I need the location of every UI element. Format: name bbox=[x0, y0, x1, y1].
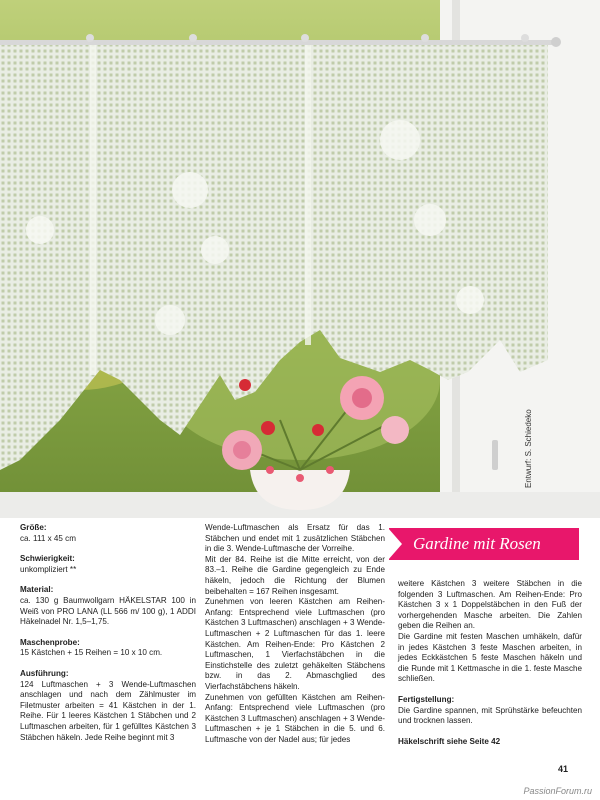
paragraph: Mit der 84. Reihe ist die Mitte erreicht, von der 83.–1. Reihe die Gardine gegengleich zu Ende häkeln, jedoch die Richtung der Blumen beibehalten = 167 Reihen insgesamt. bbox=[205, 554, 385, 596]
difficulty-heading: Schwierigkeit: bbox=[20, 554, 75, 564]
material-text: ca. 130 g Baumwollgarn HÄKELSTAR 100 in Weiß von PRO LANA (LL 566 m/ 100 g), 1 ADDI Häkelnadel Nr. 1,5–1,75. bbox=[20, 595, 196, 627]
paragraph: Wende-Luftmaschen als Ersatz für das 1. Stäbchen und endet mit 1 zusätzlichen Stäbchen in die 3. Wende-Luftmasche der Vorreihe. bbox=[205, 523, 385, 554]
execution-heading: Ausführung: bbox=[20, 668, 69, 678]
paragraph: Die Gardine mit festen Maschen umhäkeln, dafür in jedes Kästchen 3 feste Maschen arbeiten, in jedes Eckkästchen 5 feste Maschen häkeln und die Runde mit 1 Kettmasche in die 1. feste Masche schließen. bbox=[398, 631, 582, 684]
column-2 bbox=[205, 523, 385, 745]
watermark: PassionForum.ru bbox=[523, 786, 592, 796]
execution-text: 124 Luftmaschen + 3 Wende-Luftmaschen anschlagen und nach dem Zählmuster im Filetmuster arbeiten = 41 Kästchen in der 1. Reihe. Für 1 leeres Kästchen 1 Stäbchen und 2 Luftmaschen arbeiten, für 1 gefülltes Kästchen 3 Stäbchen häkeln. Jede Reihe beginnt mit 3 bbox=[20, 679, 196, 742]
column-1 bbox=[20, 523, 196, 743]
paragraph: Zunehmen von gefüllten Kästchen am Reihen-Anfang: Entsprechend viele Luftmaschen (pro Kästchen 3 Luftmaschen) anschlagen + 3 Wende-Luftmaschen + je 1 Stäbchen in die 5. und 6. Luftmasche von der Nadel aus; für jedes bbox=[205, 692, 385, 744]
paragraph: weitere Kästchen 3 weitere Stäbchen in die folgenden 3 Luftmaschen. Am Reihen-Ende: Pro Kästchen 3 x 1 Doppelstäbchen in den Fuß der vorhergehenden Masche arbeiten. Die Zahlen geben die Reihen an. bbox=[398, 579, 582, 631]
gauge-heading: Maschenprobe: bbox=[20, 637, 80, 647]
size-heading: Größe: bbox=[20, 523, 47, 532]
paragraph: Zunehmen von leeren Kästchen am Reihen-Anfang: Entsprechend viele Luftmaschen (pro Kästchen 3 Luftmaschen) anschlagen + 3 Wende-Luftmaschen + 2 Luftmaschen für das 1. leere Kästchen. Am Reihen-Ende: Pro Kästchen 2 Luftmaschen, 1 Vierfachstäbchen in die Einstichstelle des zuletzt gehäkelten Stäbchens bzw. in das 2. Abmaschglied des Vierfachstäbchens häkeln. bbox=[205, 597, 385, 691]
chart-reference: Häkelschrift siehe Seite 42 bbox=[398, 736, 501, 746]
instructions bbox=[0, 523, 600, 788]
finishing-heading: Fertigstellung: bbox=[398, 694, 455, 704]
column-3 bbox=[398, 579, 582, 747]
photo-credit: Entwurf: S. Schiedeko bbox=[524, 409, 533, 488]
page-number: 41 bbox=[557, 764, 568, 774]
difficulty-value: unkompliziert ** bbox=[20, 564, 77, 574]
gauge-text: 15 Kästchen + 15 Reihen = 10 x 10 cm. bbox=[20, 648, 163, 658]
size-value: ca. 111 x 45 cm bbox=[20, 533, 76, 543]
finishing-text: Die Gardine spannen, mit Sprühstärke befeuchten und trocknen lassen. bbox=[398, 705, 582, 726]
article-title: Gardine mit Rosen bbox=[413, 534, 541, 553]
material-heading: Material: bbox=[20, 585, 54, 595]
